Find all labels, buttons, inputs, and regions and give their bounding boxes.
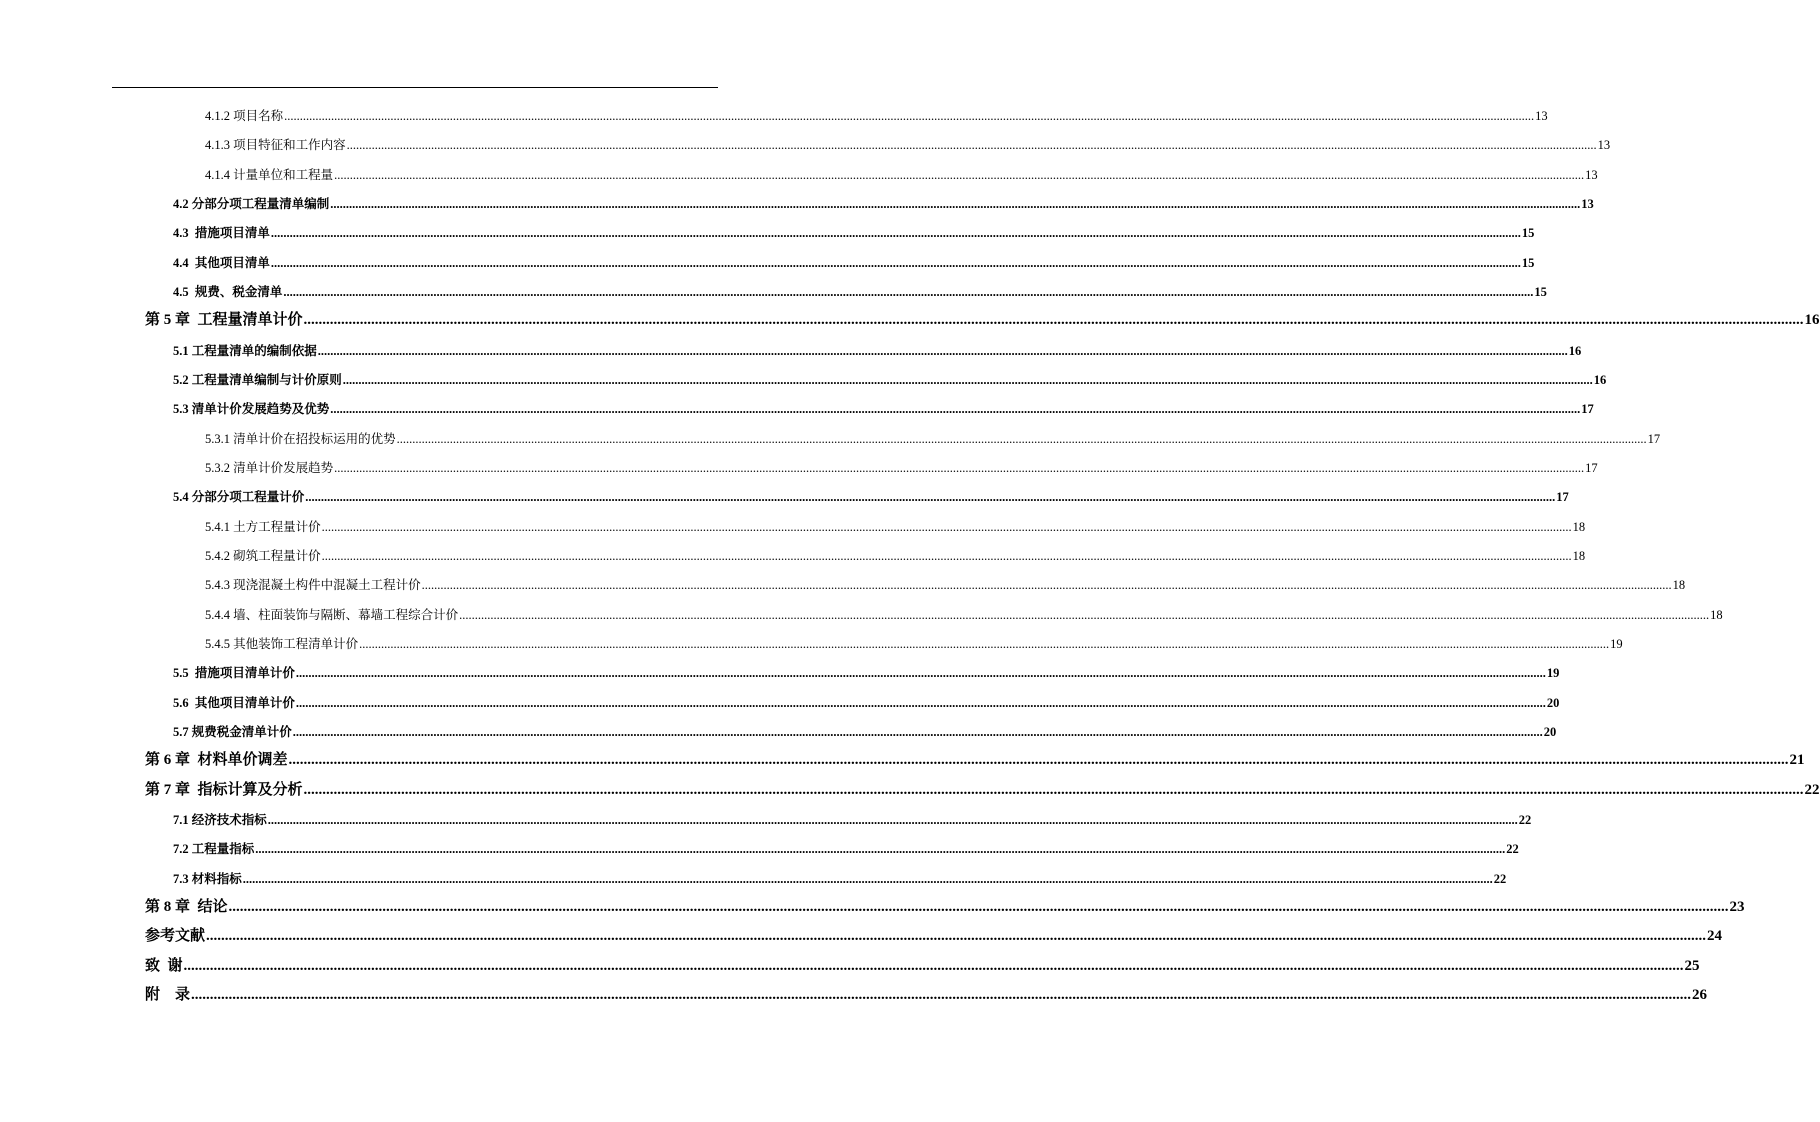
toc-entry-label: 4.3 措施项目清单 xyxy=(173,226,270,241)
toc-entry-page-number: 19 xyxy=(1610,636,1623,651)
toc-dot-leader: ................................................................................................................................................................................................................................................................................................................................................................................................................ xyxy=(334,167,1585,182)
toc-entry-label: 5.1 工程量清单的编制依据 xyxy=(173,343,317,358)
toc-entry[interactable] xyxy=(173,395,1594,417)
toc-entry-label: 第 5 章 工程量清单计价 xyxy=(145,312,303,329)
toc-entry-label: 5.4 分部分项工程量计价 xyxy=(173,490,305,505)
toc-dot-leader: ................................................................................................................................................................................................................................................................................................................................................................................................................ xyxy=(321,548,1572,563)
toc-entry-page-number: 20 xyxy=(1546,695,1560,710)
toc-dot-leader: ................................................................................................................................................................................................................................................................................................................................................................................................................ xyxy=(183,957,1684,974)
toc-entry-label: 致 谢 xyxy=(145,957,183,974)
toc-entry-label: 5.4.4 墙、柱面装饰与隔断、幕墙工程综合计价 xyxy=(205,607,459,622)
toc-entry[interactable] xyxy=(205,542,1586,564)
toc-entry-page-number: 22 xyxy=(1506,842,1519,857)
toc-dot-leader: ................................................................................................................................................................................................................................................................................................................................................................................................................ xyxy=(346,138,1597,153)
toc-entry-page-number: 16 xyxy=(1593,372,1607,387)
toc-entry[interactable] xyxy=(205,454,1598,476)
toc-dot-leader: ................................................................................................................................................................................................................................................................................................................................................................................................................ xyxy=(303,312,1804,329)
toc-entry-page-number: 18 xyxy=(1572,519,1586,534)
toc-entry-page-number: 17 xyxy=(1647,431,1661,446)
header-rule xyxy=(112,87,718,88)
toc-entry-page-number: 25 xyxy=(1684,957,1700,974)
toc-dot-leader: ................................................................................................................................................................................................................................................................................................................................................................................................................ xyxy=(303,781,1804,798)
toc-entry-label: 5.4.1 土方工程量计价 xyxy=(205,519,321,534)
toc-dot-leader: ................................................................................................................................................................................................................................................................................................................................................................................................................ xyxy=(242,871,1493,886)
toc-dot-leader: ................................................................................................................................................................................................................................................................................................................................................................................................................ xyxy=(359,636,1610,651)
toc-dot-leader: ................................................................................................................................................................................................................................................................................................................................................................................................................ xyxy=(292,724,1543,739)
toc-entry-page-number: 18 xyxy=(1572,548,1586,563)
toc-entry[interactable] xyxy=(173,659,1560,681)
toc-entry-label: 7.2 工程量指标 xyxy=(173,842,255,857)
toc-entry[interactable] xyxy=(205,131,1611,153)
toc-entry[interactable] xyxy=(145,894,1745,916)
toc-entry-page-number: 13 xyxy=(1535,109,1548,123)
toc-entry-label: 5.3.1 清单计价在招投标运用的优势 xyxy=(205,431,396,446)
toc-entry-label: 7.3 材料指标 xyxy=(173,871,242,886)
toc-entry[interactable] xyxy=(173,835,1519,857)
toc-entry-label: 5.7 规费税金清单计价 xyxy=(173,724,292,739)
toc-entry-page-number: 13 xyxy=(1585,167,1598,182)
toc-entry-page-number: 13 xyxy=(1597,138,1611,153)
toc-entry-page-number: 22 xyxy=(1493,871,1507,886)
toc-entry[interactable] xyxy=(173,806,1532,828)
toc-entry[interactable] xyxy=(173,865,1507,887)
toc-entry[interactable] xyxy=(205,425,1661,447)
toc-entry-label: 第 7 章 指标计算及分析 xyxy=(145,781,303,798)
toc-entry-label: 4.1.3 项目特征和工作内容 xyxy=(205,138,346,153)
toc-entry-label: 4.4 其他项目清单 xyxy=(173,255,270,270)
toc-entry[interactable] xyxy=(145,777,1820,799)
toc-entry-page-number: 17 xyxy=(1585,460,1598,475)
toc-entry-page-number: 22 xyxy=(1518,812,1532,827)
toc-dot-leader: ................................................................................................................................................................................................................................................................................................................................................................................................................ xyxy=(270,226,1521,241)
toc-entry-page-number: 18 xyxy=(1672,578,1686,593)
toc-entry-page-number: 15 xyxy=(1521,255,1535,270)
toc-dot-leader: ................................................................................................................................................................................................................................................................................................................................................................................................................ xyxy=(334,460,1585,475)
toc-dot-leader: ................................................................................................................................................................................................................................................................................................................................................................................................................ xyxy=(459,607,1710,622)
toc-entry[interactable] xyxy=(205,513,1586,535)
toc-entry[interactable] xyxy=(145,982,1708,1004)
toc-entry[interactable] xyxy=(173,249,1535,271)
toc-entry-page-number: 17 xyxy=(1556,490,1569,505)
toc-entry-label: 5.4.3 现浇混凝土构件中混凝土工程计价 xyxy=(205,578,421,593)
toc-entry[interactable] xyxy=(173,190,1594,212)
toc-dot-leader: ................................................................................................................................................................................................................................................................................................................................................................................................................ xyxy=(191,986,1692,1003)
toc-entry[interactable] xyxy=(145,953,1700,975)
toc-entry[interactable] xyxy=(145,747,1805,769)
toc-entry[interactable] xyxy=(173,689,1560,711)
toc-dot-leader: ................................................................................................................................................................................................................................................................................................................................................................................................................ xyxy=(305,490,1556,505)
toc-entry[interactable] xyxy=(205,102,1548,124)
toc-entry-page-number: 26 xyxy=(1692,986,1708,1003)
toc-entry-page-number: 22 xyxy=(1804,781,1820,798)
toc-dot-leader: ................................................................................................................................................................................................................................................................................................................................................................................................................ xyxy=(396,431,1647,446)
toc-entry[interactable] xyxy=(173,278,1547,300)
toc-dot-leader: ................................................................................................................................................................................................................................................................................................................................................................................................................ xyxy=(270,255,1521,270)
toc-dot-leader: ................................................................................................................................................................................................................................................................................................................................................................................................................ xyxy=(267,812,1518,827)
toc-entry-page-number: 24 xyxy=(1707,928,1723,945)
toc-entry-label: 5.4.2 砌筑工程量计价 xyxy=(205,548,321,563)
toc-dot-leader: ................................................................................................................................................................................................................................................................................................................................................................................................................ xyxy=(288,752,1789,769)
toc-entry[interactable] xyxy=(173,718,1557,740)
toc-entry-page-number: 15 xyxy=(1534,284,1547,299)
toc-entry-label: 第 6 章 材料单价调差 xyxy=(145,752,288,769)
toc-dot-leader: ................................................................................................................................................................................................................................................................................................................................................................................................................ xyxy=(317,343,1568,358)
toc-entry-page-number: 16 xyxy=(1568,343,1582,358)
toc-entry-label: 4.1.2 项目名称 xyxy=(205,109,284,123)
toc-entry[interactable] xyxy=(173,366,1607,388)
toc-entry-page-number: 18 xyxy=(1710,607,1723,622)
toc-entry-label: 5.4.5 其他装饰工程清单计价 xyxy=(205,636,359,651)
toc-dot-leader: ................................................................................................................................................................................................................................................................................................................................................................................................................ xyxy=(421,578,1672,593)
toc-entry[interactable] xyxy=(173,337,1582,359)
toc-dot-leader: ................................................................................................................................................................................................................................................................................................................................................................................................................ xyxy=(295,695,1546,710)
toc-entry-label: 5.5 措施项目清单计价 xyxy=(173,666,295,681)
toc-dot-leader: ................................................................................................................................................................................................................................................................................................................................................................................................................ xyxy=(255,842,1506,857)
toc-entry-page-number: 17 xyxy=(1581,402,1594,417)
toc-entry[interactable] xyxy=(173,483,1569,505)
toc-dot-leader: ................................................................................................................................................................................................................................................................................................................................................................................................................ xyxy=(330,196,1581,211)
toc-entry-label: 参考文献 xyxy=(145,928,206,945)
toc-entry-page-number: 16 xyxy=(1804,312,1820,329)
toc-dot-leader: ................................................................................................................................................................................................................................................................................................................................................................................................................ xyxy=(228,898,1729,915)
toc-entry[interactable] xyxy=(145,307,1820,329)
toc-dot-leader: ................................................................................................................................................................................................................................................................................................................................................................................................................ xyxy=(206,928,1707,945)
toc-dot-leader: ................................................................................................................................................................................................................................................................................................................................................................................................................ xyxy=(321,519,1572,534)
toc-entry-label: 7.1 经济技术指标 xyxy=(173,812,267,827)
toc-entry[interactable] xyxy=(205,601,1723,623)
toc-entry-label: 附 录 xyxy=(145,986,191,1003)
toc-entry-label: 4.5 规费、税金清单 xyxy=(173,284,283,299)
toc-entry[interactable] xyxy=(173,219,1535,241)
toc-entry[interactable] xyxy=(145,923,1723,945)
toc-dot-leader: ................................................................................................................................................................................................................................................................................................................................................................................................................ xyxy=(284,109,1535,123)
toc-entry-label: 5.3.2 清单计价发展趋势 xyxy=(205,460,334,475)
toc-entry-page-number: 20 xyxy=(1543,724,1557,739)
toc-entry-page-number: 15 xyxy=(1521,226,1535,241)
toc-entry-label: 第 8 章 结论 xyxy=(145,898,228,915)
toc-entry[interactable] xyxy=(205,571,1686,593)
toc-entry-label: 4.2 分部分项工程量清单编制 xyxy=(173,196,330,211)
toc-entry-label: 5.3 清单计价发展趋势及优势 xyxy=(173,402,330,417)
toc-dot-leader: ................................................................................................................................................................................................................................................................................................................................................................................................................ xyxy=(283,284,1534,299)
toc-entry-page-number: 21 xyxy=(1789,752,1805,769)
toc-dot-leader: ................................................................................................................................................................................................................................................................................................................................................................................................................ xyxy=(330,402,1581,417)
toc-entry-label: 5.2 工程量清单编制与计价原则 xyxy=(173,372,342,387)
toc-dot-leader: ................................................................................................................................................................................................................................................................................................................................................................................................................ xyxy=(295,666,1546,681)
toc-entry-label: 4.1.4 计量单位和工程量 xyxy=(205,167,334,182)
toc-entry-page-number: 23 xyxy=(1729,898,1745,915)
toc-entry[interactable] xyxy=(205,630,1623,652)
toc-entry-page-number: 19 xyxy=(1546,666,1560,681)
toc-entry[interactable] xyxy=(205,161,1598,183)
toc-entry-page-number: 13 xyxy=(1581,196,1594,211)
toc-entry-label: 5.6 其他项目清单计价 xyxy=(173,695,295,710)
toc-dot-leader: ................................................................................................................................................................................................................................................................................................................................................................................................................ xyxy=(342,372,1593,387)
